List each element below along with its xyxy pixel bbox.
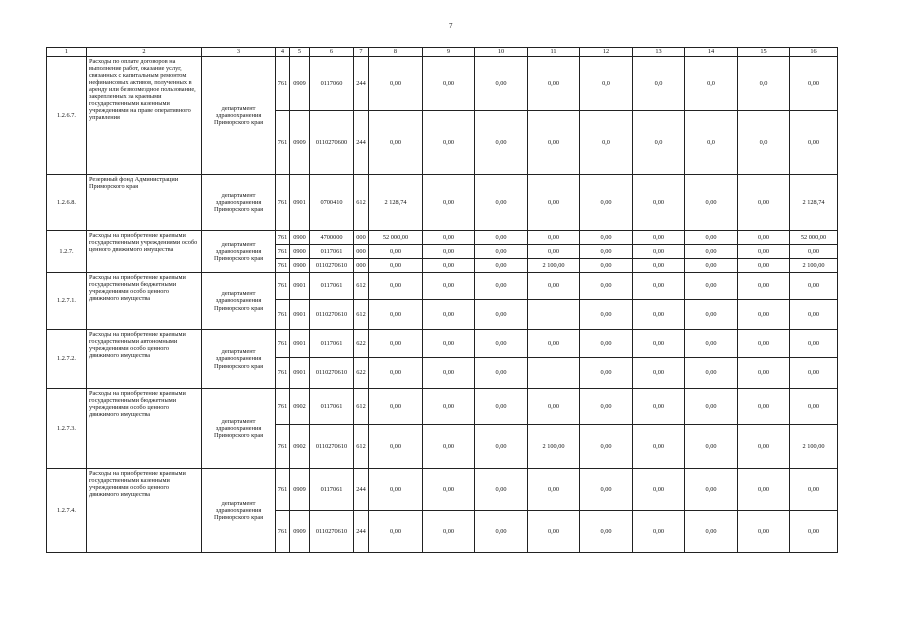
value-cell: 0,00	[633, 425, 685, 469]
header-cell: 11	[528, 48, 580, 57]
code-cell-c4: 761	[276, 511, 290, 553]
value-cell: 52 000,00	[790, 231, 838, 245]
code-cell-c4: 761	[276, 245, 290, 259]
value-cell: 0,00	[423, 273, 475, 300]
code-cell-c7: 612	[354, 273, 369, 300]
value-cell: 0,00	[528, 175, 580, 231]
value-cell: 0,00	[580, 389, 633, 425]
value-cell: 0,00	[475, 57, 528, 111]
executor: департамент здравоохранения Приморского края	[202, 469, 276, 553]
value-cell: 0,00	[738, 245, 790, 259]
header-cell: 6	[310, 48, 354, 57]
value-cell: 0,00	[423, 300, 475, 330]
item-description: Расходы на приобретение краевыми государственными учреждениями особо ценного движимого имущества	[87, 231, 202, 273]
code-cell-c5: 0901	[290, 330, 310, 358]
value-cell: 0,00	[369, 330, 423, 358]
code-cell-c6: 0117061	[310, 389, 354, 425]
value-cell: 0,00	[423, 111, 475, 175]
value-cell: 0,0	[685, 57, 738, 111]
header-cell: 3	[202, 48, 276, 57]
value-cell: 0,00	[790, 300, 838, 330]
value-cell: 0,00	[423, 425, 475, 469]
item-description: Расходы на приобретение краевыми государственными бюджетными учреждениями особо ценного движимого имущества	[87, 273, 202, 330]
header-cell: 12	[580, 48, 633, 57]
code-cell-c5: 0909	[290, 111, 310, 175]
code-cell-c6: 0700410	[310, 175, 354, 231]
executor: департамент здравоохранения Приморского края	[202, 330, 276, 389]
value-cell: 0,00	[475, 111, 528, 175]
value-cell: 0,00	[580, 300, 633, 330]
value-cell: 0,00	[423, 469, 475, 511]
value-cell: 0,00	[580, 330, 633, 358]
header-cell: 5	[290, 48, 310, 57]
value-cell: 0,0	[738, 57, 790, 111]
value-cell: 0,00	[633, 300, 685, 330]
value-cell: 0,00	[685, 300, 738, 330]
code-cell-c6: 0117061	[310, 469, 354, 511]
code-cell-c4: 761	[276, 259, 290, 273]
item-description: Расходы на приобретение краевыми государственными казенными учреждениями особо ценного движимого имущества	[87, 469, 202, 553]
value-cell: 0,0	[633, 57, 685, 111]
value-cell: 0,00	[369, 358, 423, 389]
header-cell: 2	[87, 48, 202, 57]
value-cell: 0,00	[738, 175, 790, 231]
table-row	[47, 469, 838, 511]
value-cell: 0,00	[580, 511, 633, 553]
table-row	[47, 273, 838, 300]
value-cell: 0,00	[475, 469, 528, 511]
code-cell-c5: 0902	[290, 425, 310, 469]
value-cell: 0,00	[685, 273, 738, 300]
value-cell: 2 128,74	[790, 175, 838, 231]
value-cell: 0,00	[738, 330, 790, 358]
value-cell: 0,00	[423, 231, 475, 245]
value-cell: 0,00	[423, 511, 475, 553]
value-cell: 0,00	[738, 511, 790, 553]
item-number: 1.2.7.1.	[47, 273, 87, 330]
value-cell: 0,00	[580, 425, 633, 469]
value-cell: 0,00	[633, 358, 685, 389]
value-cell: 0,00	[475, 389, 528, 425]
value-cell: 0,00	[423, 245, 475, 259]
value-cell: 0,00	[738, 259, 790, 273]
value-cell: 2 100,00	[528, 259, 580, 273]
code-cell-c7: 622	[354, 358, 369, 389]
value-cell: 0,00	[738, 273, 790, 300]
value-cell: 2 100,00	[790, 259, 838, 273]
code-cell-c5: 0901	[290, 358, 310, 389]
code-cell-c5: 0901	[290, 273, 310, 300]
value-cell: 0,00	[369, 57, 423, 111]
value-cell: 0,00	[580, 175, 633, 231]
code-cell-c4: 761	[276, 425, 290, 469]
header-cell: 10	[475, 48, 528, 57]
value-cell: 0,00	[475, 358, 528, 389]
item-number: 1.2.7.3.	[47, 389, 87, 469]
code-cell-c5: 0902	[290, 389, 310, 425]
code-cell-c7: 000	[354, 231, 369, 245]
value-cell: 52 000,00	[369, 231, 423, 245]
value-cell: 0,00	[369, 273, 423, 300]
code-cell-c7: 244	[354, 111, 369, 175]
code-cell-c6: 0110270610	[310, 259, 354, 273]
header-cell: 15	[738, 48, 790, 57]
code-cell-c5: 0909	[290, 469, 310, 511]
code-cell-c7: 244	[354, 57, 369, 111]
item-number: 1.2.7.	[47, 231, 87, 273]
value-cell: 0,00	[528, 389, 580, 425]
code-cell-c7: 612	[354, 175, 369, 231]
value-cell: 0,00	[790, 245, 838, 259]
header-cell: 4	[276, 48, 290, 57]
code-cell-c7: 612	[354, 389, 369, 425]
value-cell: 0,00	[633, 389, 685, 425]
value-cell: 0,00	[423, 358, 475, 389]
value-cell: 0,00	[738, 389, 790, 425]
code-cell-c6: 0117061	[310, 273, 354, 300]
code-cell-c6: 0117060	[310, 57, 354, 111]
value-cell: 0,00	[685, 231, 738, 245]
value-cell: 0,00	[475, 330, 528, 358]
value-cell: 0,00	[528, 273, 580, 300]
code-cell-c4: 761	[276, 389, 290, 425]
value-cell: 0,00	[580, 273, 633, 300]
item-description: Расходы по оплате договоров на выполнение работ, оказание услуг, связанных с капитальным ремонтом нефинансовых активов, полученных в аренду или безвозмездное пользование, закрепленных за краевыми государственными казенными учреждениями на праве оперативного управления	[87, 57, 202, 175]
value-cell: 0,00	[475, 300, 528, 330]
value-cell: 0,00	[528, 511, 580, 553]
item-description: Резервный фонд Администрации Приморского края	[87, 175, 202, 231]
header-cell: 9	[423, 48, 475, 57]
table-row	[47, 175, 838, 231]
value-cell: 0,00	[685, 358, 738, 389]
value-cell: 0,00	[580, 469, 633, 511]
value-cell: 0,0	[580, 57, 633, 111]
value-cell: 0,0	[738, 111, 790, 175]
code-cell-c4: 761	[276, 330, 290, 358]
code-cell-c4: 761	[276, 469, 290, 511]
header-cell: 14	[685, 48, 738, 57]
value-cell: 0,00	[475, 175, 528, 231]
value-cell: 0,00	[369, 245, 423, 259]
value-cell: 0,00	[790, 57, 838, 111]
value-cell: 0,00	[790, 469, 838, 511]
value-cell: 0,00	[685, 425, 738, 469]
value-cell: 0,0	[633, 111, 685, 175]
value-cell: 0,00	[423, 57, 475, 111]
value-cell: 0,00	[633, 330, 685, 358]
item-number: 1.2.7.2.	[47, 330, 87, 389]
value-cell: 0,00	[528, 57, 580, 111]
value-cell: 0,00	[790, 111, 838, 175]
table-row	[47, 389, 838, 425]
code-cell-c6: 0110270600	[310, 111, 354, 175]
value-cell	[528, 358, 580, 389]
value-cell: 0,00	[580, 245, 633, 259]
table-row	[47, 330, 838, 358]
value-cell: 0,00	[685, 175, 738, 231]
value-cell: 0,00	[475, 511, 528, 553]
code-cell-c6: 0110270610	[310, 511, 354, 553]
value-cell: 0,00	[528, 469, 580, 511]
header-cell: 16	[790, 48, 838, 57]
value-cell: 0,00	[423, 330, 475, 358]
code-cell-c6: 0110270610	[310, 425, 354, 469]
code-cell-c6: 0117061	[310, 330, 354, 358]
value-cell: 0,00	[738, 231, 790, 245]
value-cell: 0,00	[738, 358, 790, 389]
code-cell-c4: 761	[276, 300, 290, 330]
code-cell-c4: 761	[276, 231, 290, 245]
value-cell: 0,00	[685, 511, 738, 553]
code-cell-c7: 244	[354, 511, 369, 553]
executor: департамент здравоохранения Приморского края	[202, 273, 276, 330]
value-cell: 0,00	[790, 273, 838, 300]
value-cell: 0,00	[369, 511, 423, 553]
value-cell: 0,00	[790, 511, 838, 553]
code-cell-c6: 0110270610	[310, 358, 354, 389]
header-row	[47, 48, 838, 57]
value-cell: 0,00	[369, 425, 423, 469]
value-cell: 0,00	[685, 245, 738, 259]
value-cell: 0,00	[738, 425, 790, 469]
value-cell: 0,00	[423, 389, 475, 425]
executor: департамент здравоохранения Приморского края	[202, 389, 276, 469]
value-cell: 0,00	[369, 300, 423, 330]
value-cell: 0,00	[790, 330, 838, 358]
code-cell-c4: 761	[276, 111, 290, 175]
value-cell: 0,00	[633, 511, 685, 553]
executor: департамент здравоохранения Приморского края	[202, 175, 276, 231]
value-cell: 0,00	[528, 111, 580, 175]
code-cell-c5: 0909	[290, 57, 310, 111]
header-cell: 7	[354, 48, 369, 57]
value-cell: 0,00	[369, 389, 423, 425]
code-cell-c4: 761	[276, 273, 290, 300]
value-cell: 0,00	[633, 469, 685, 511]
code-cell-c7: 622	[354, 330, 369, 358]
code-cell-c6: 0117061	[310, 245, 354, 259]
value-cell: 2 100,00	[790, 425, 838, 469]
page-number: 7	[449, 22, 453, 30]
code-cell-c5: 0901	[290, 175, 310, 231]
item-number: 1.2.6.7.	[47, 57, 87, 175]
item-number: 1.2.7.4.	[47, 469, 87, 553]
executor: департамент здравоохранения Приморского края	[202, 57, 276, 175]
value-cell: 0,00	[685, 259, 738, 273]
table-row	[47, 231, 838, 245]
value-cell: 0,00	[738, 300, 790, 330]
value-cell: 0,00	[580, 358, 633, 389]
value-cell: 0,00	[685, 330, 738, 358]
value-cell: 0,00	[633, 273, 685, 300]
code-cell-c4: 761	[276, 175, 290, 231]
item-description: Расходы на приобретение краевыми государственными бюджетными учреждениями особо ценного движимого имущества	[87, 389, 202, 469]
value-cell: 0,00	[633, 231, 685, 245]
value-cell: 0,0	[685, 111, 738, 175]
value-cell: 2 100,00	[528, 425, 580, 469]
code-cell-c7: 000	[354, 245, 369, 259]
value-cell	[528, 300, 580, 330]
code-cell-c5: 0900	[290, 231, 310, 245]
code-cell-c7: 000	[354, 259, 369, 273]
item-number: 1.2.6.8.	[47, 175, 87, 231]
value-cell: 0,0	[580, 111, 633, 175]
executor: департамент здравоохранения Приморского края	[202, 231, 276, 273]
value-cell: 0,00	[423, 175, 475, 231]
code-cell-c7: 244	[354, 469, 369, 511]
value-cell: 0,00	[475, 259, 528, 273]
code-cell-c4: 761	[276, 57, 290, 111]
header-cell: 8	[369, 48, 423, 57]
value-cell: 2 128,74	[369, 175, 423, 231]
value-cell: 0,00	[790, 389, 838, 425]
value-cell: 0,00	[475, 425, 528, 469]
value-cell: 0,00	[790, 358, 838, 389]
code-cell-c6: 4700000	[310, 231, 354, 245]
value-cell: 0,00	[475, 273, 528, 300]
value-cell: 0,00	[475, 231, 528, 245]
budget-table	[46, 47, 838, 553]
value-cell: 0,00	[685, 469, 738, 511]
header-cell: 1	[47, 48, 87, 57]
value-cell: 0,00	[580, 259, 633, 273]
header-cell: 13	[633, 48, 685, 57]
value-cell: 0,00	[528, 231, 580, 245]
value-cell: 0,00	[580, 231, 633, 245]
value-cell: 0,00	[633, 259, 685, 273]
item-description: Расходы на приобретение краевыми государственными автономными учреждениями особо ценного движимого имущества	[87, 330, 202, 389]
value-cell: 0,00	[633, 245, 685, 259]
code-cell-c6: 0110270610	[310, 300, 354, 330]
code-cell-c5: 0909	[290, 511, 310, 553]
value-cell: 0,00	[423, 259, 475, 273]
value-cell: 0,00	[369, 469, 423, 511]
code-cell-c4: 761	[276, 358, 290, 389]
value-cell: 0,00	[369, 111, 423, 175]
code-cell-c7: 612	[354, 425, 369, 469]
value-cell: 0,00	[528, 330, 580, 358]
value-cell: 0,00	[685, 389, 738, 425]
table-row	[47, 57, 838, 111]
value-cell: 0,00	[369, 259, 423, 273]
value-cell: 0,00	[475, 245, 528, 259]
code-cell-c5: 0900	[290, 259, 310, 273]
value-cell: 0,00	[738, 469, 790, 511]
code-cell-c5: 0901	[290, 300, 310, 330]
value-cell: 0,00	[528, 245, 580, 259]
code-cell-c5: 0900	[290, 245, 310, 259]
code-cell-c7: 612	[354, 300, 369, 330]
value-cell: 0,00	[633, 175, 685, 231]
